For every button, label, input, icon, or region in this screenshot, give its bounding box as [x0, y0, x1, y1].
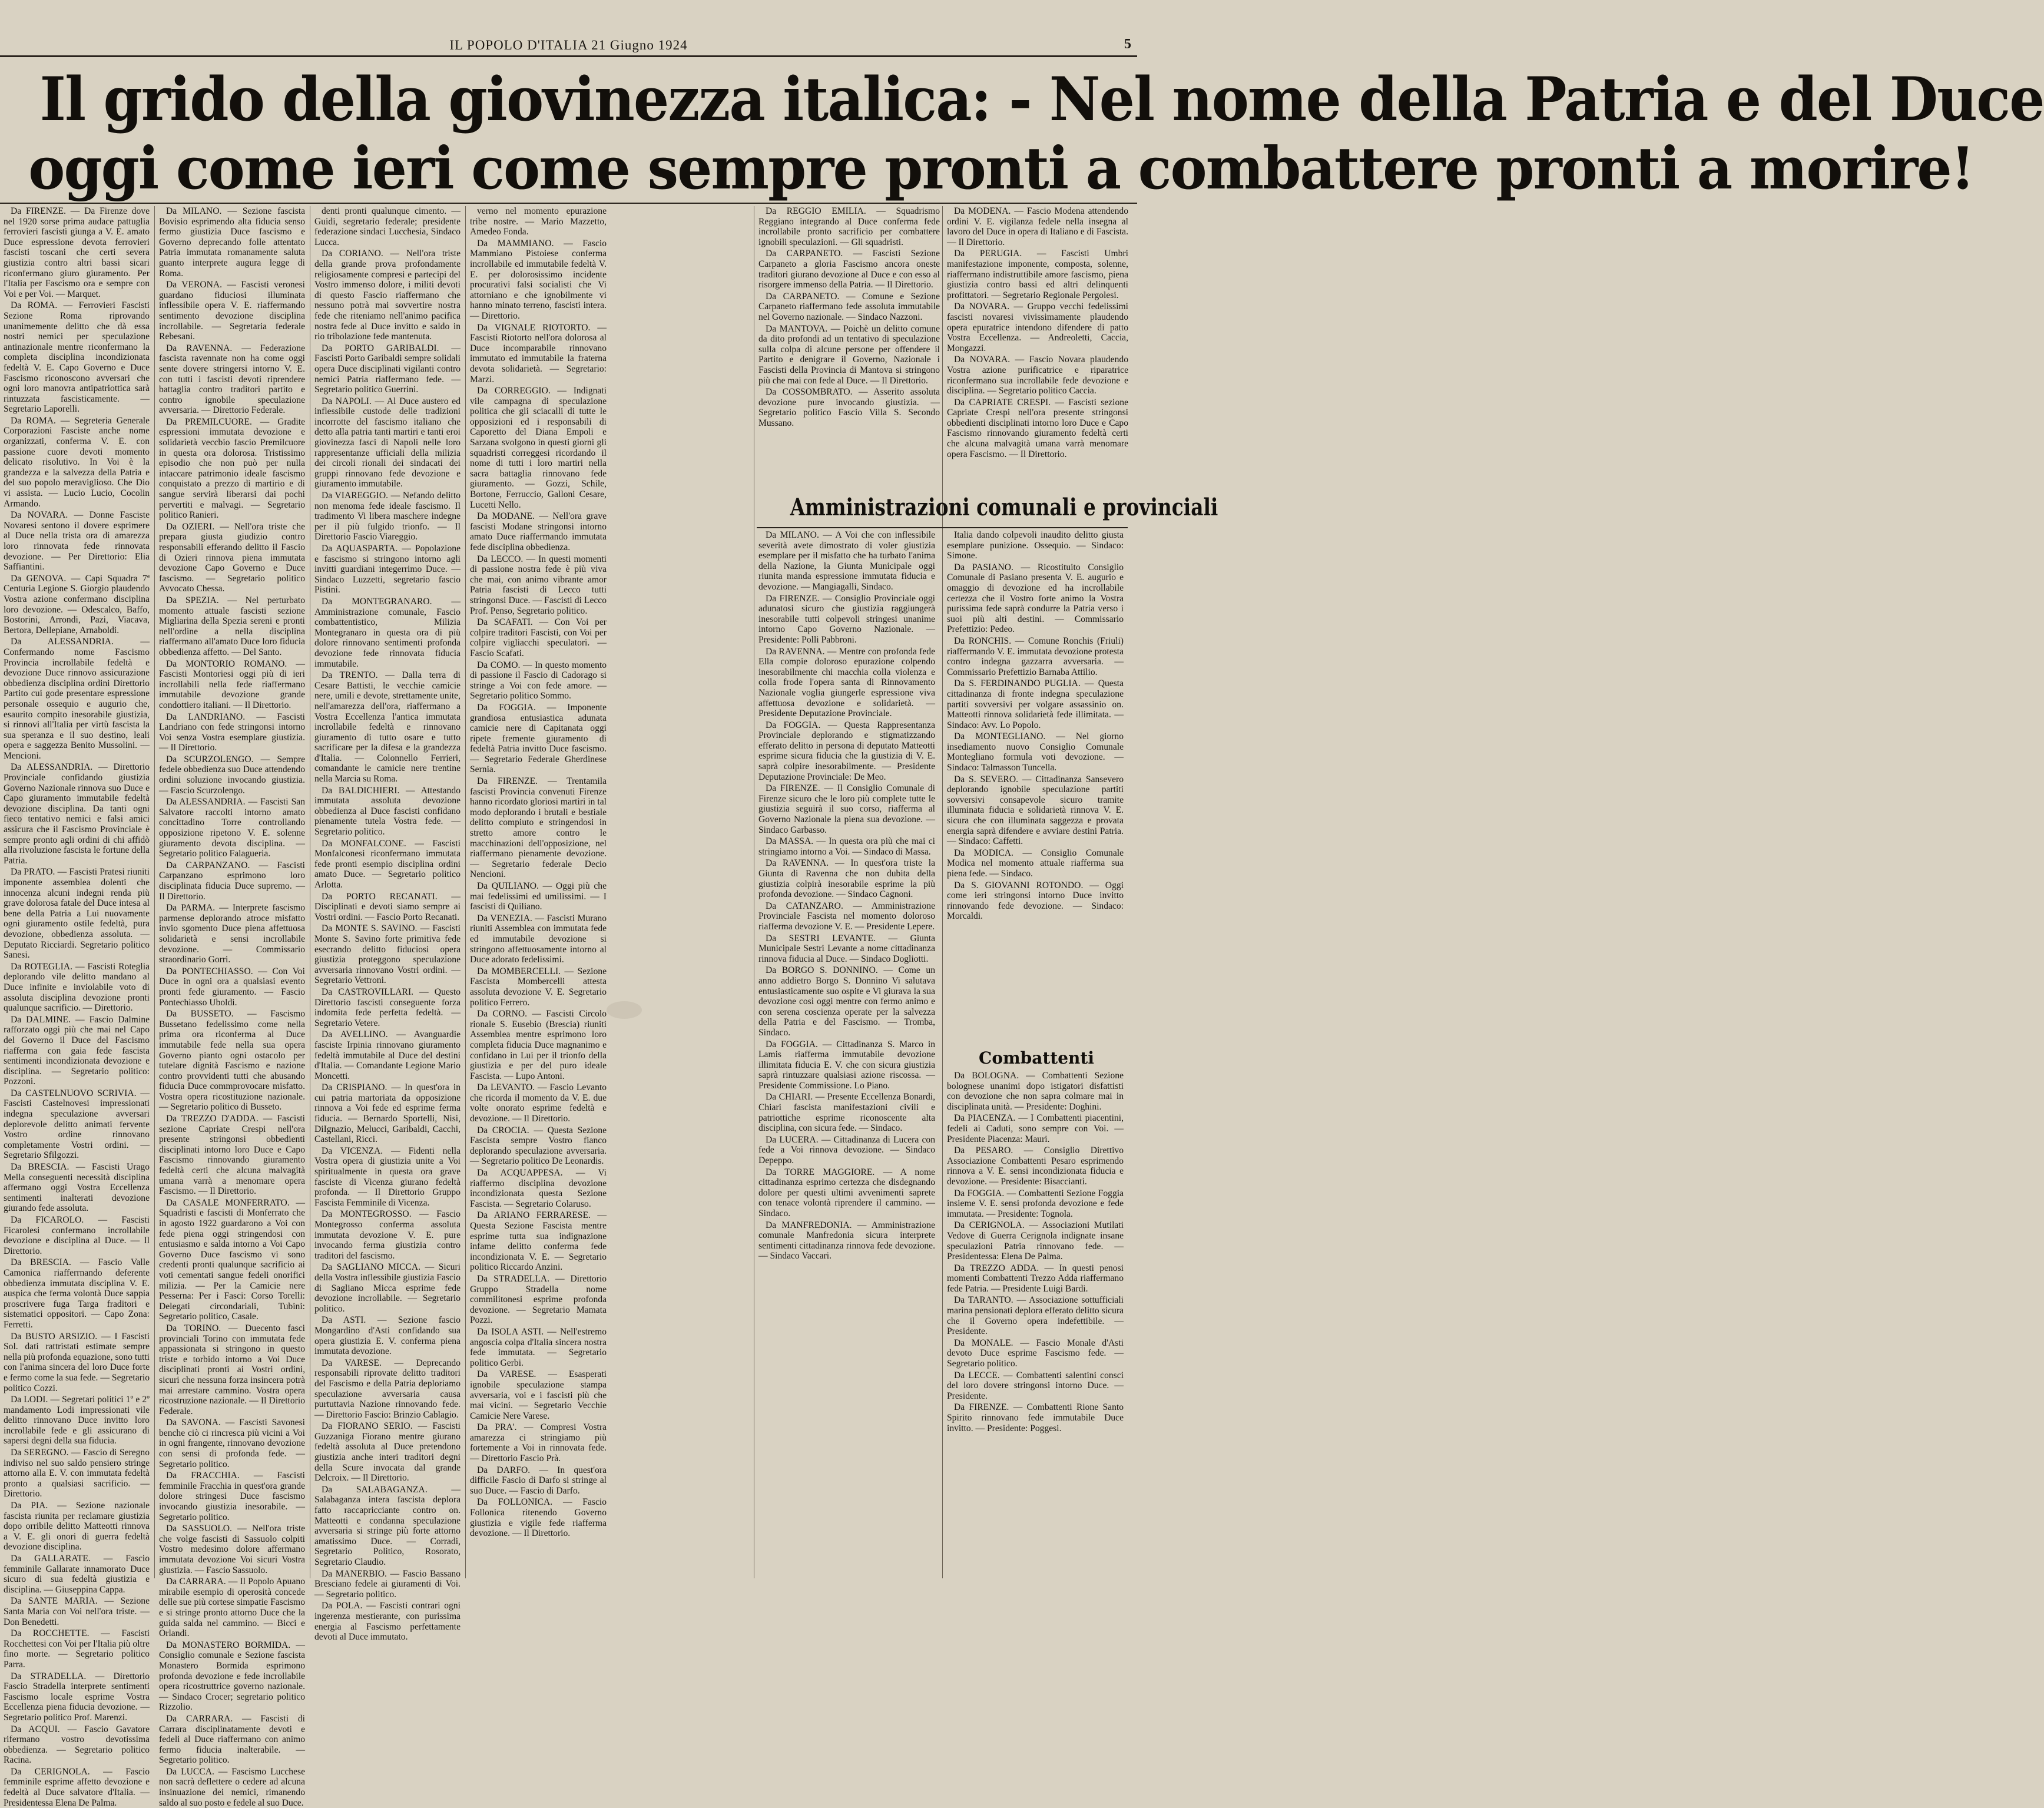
dispatch-paragraph: Da PRATO. — Fascisti Pratesi riuniti imponente assemblea dolenti che innocenza alcuni indegni renda più grave dolorosa fatale del Duce intesa al bene della Patria a Lui nuovamente ogni giuramento ostile fedeltà, pura devozione, obbedienza assoluta. — Deputato Ricciardi. Segretario politico Sanesi.	[4, 867, 150, 961]
dispatch-paragraph: Da SCAFATI. — Con Voi per colpire traditori Fascisti, con Voi per colpire vigliacchi speculatori. — Fascio Scafati.	[470, 617, 607, 658]
dispatch-paragraph: Da ROMA. — Ferrovieri Fascisti Sezione Roma riprovando unanimemente delitto che dà essa nostri nemici per speculazione antinazionale mentre riconfermano la completa disciplina incondizionata fedeltà V. E. Capo Governo e Duce Fascismo riconoscono avversari che ogni loro manovra antipatriottica sarà rintuzzata fascisticamente. — Segretario Laporelli.	[4, 300, 150, 415]
dispatch-paragraph: Da SASSUOLO. — Nell'ora triste che volge fascisti di Sassuolo colpiti Vostro medesimo dolore affermano immutata devozione Voi sicuri Vostra giustizia. — Fascio Sassuolo.	[159, 1524, 305, 1575]
dispatch-paragraph: Da LECCE. — Combattenti salentini consci del loro dovere stringonsi intorno Duce. — Presidente.	[947, 1370, 1124, 1401]
dispatch-paragraph: Da NOVARA. — Gruppo vecchi fedelissimi fascisti novaresi vivissimamente plaudendo opera epuratrice intendono difendere di patto Vostra Eccellenza. — Andreoletti, Caccia, Mongazzi.	[947, 302, 1128, 353]
dispatch-paragraph: Da BRESCIA. — Fascisti Urago Mella conseguenti necessità disciplina affermano oggi Vostra Eccellenza sentimenti inalterati devozione giurando fede assoluta.	[4, 1162, 150, 1214]
dispatch-paragraph: Da ARIANO FERRARESE. — Questa Sezione Fascista mentre esprime tutta sua indignazione infame delitto conferma fede incondizionata V. E. — Segretario politico Riccardo Anzini.	[470, 1210, 607, 1273]
dispatch-paragraph: Da MONFALCONE. — Fascisti Monfalconesi riconfermano immutata fede pronti esempio disciplina ordini amato Duce. — Segretario politico Arlotta.	[314, 838, 461, 890]
dispatch-paragraph: Da ROCCHETTE. — Fascisti Rocchettesi con Voi per l'Italia più oltre fino morte. — Segretario politico Parra.	[4, 1628, 150, 1670]
dispatch-paragraph: Da CASTROVILLARI. — Questo Direttorio fascisti conseguente forza indomita fede perfetta fedeltà. — Segretario Vetere.	[314, 986, 461, 1028]
dispatch-paragraph: Da MOMBERCELLI. — Sezione Fascista Mombercelli attesta assoluta devozione V. E. Segretario politico Ferrero.	[470, 966, 607, 1008]
dispatch-paragraph: Da ACQUAPPESA. — Vi riaffermo disciplina devozione incondizionata questa Sezione Fascista. — Segretario Colaruso.	[470, 1168, 607, 1209]
dispatch-paragraph: Da COMO. — In questo momento di passione il Fascio di Cadorago si stringe a Voi con fede amore. — Segretario politico Sommo.	[470, 660, 607, 701]
dispatch-paragraph: Da ALESSANDRIA. — Fascisti San Salvatore raccolti intorno amato concittadino Torre controllando opposizione ripetono V. E. solenne giuramento devota disciplina. — Segretario politico Falagueria.	[159, 797, 305, 859]
dispatch-paragraph: Da MANERBIO. — Fascio Bassano Bresciano fedele ai giuramenti di Voi. — Segretario politico.	[314, 1568, 461, 1600]
dispatch-paragraph: Da CARPANZANO. — Fascisti Carpanzano esprimono loro disciplinata fiducia Duce supremo. — Il Direttorio.	[159, 860, 305, 902]
dispatch-paragraph: Da MANFREDONIA. — Amministrazione comunale Manfredonia sicura interprete sentimenti cittadinanza rinnova fede devozione. — Sindaco Vaccari.	[758, 1220, 935, 1261]
dispatch-paragraph: Da CASTELNUOVO SCRIVIA. — Fascisti Castelnovesi impressionati indegna speculazione avversari deplorevole delitto animati fervente Vostro ordine rinnovano completamente Vostri ordini. — Segretario Sfilgozzi.	[4, 1088, 150, 1161]
dispatch-paragraph: Da MILANO. — A Voi che con inflessibile severità avete dimostrato di voler giustizia esemplare per il misfatto che ha turbato l'anima della Nazione, la Giunta Municipale oggi riunita manda espressione immutata fiducia e devozione. — Mangiagalli, Sindaco.	[758, 530, 935, 592]
dispatch-paragraph: Da BUSTO ARSIZIO. — I Fascisti Sol. dati rattristati estimate sempre nella più profonda equazione, sono tutti con l'anima sincera del loro Duce forte e fermo come la sua fede. — Segretario politico Cozzi.	[4, 1331, 150, 1393]
dispatch-paragraph: Da TORINO. — Duecento fasci provinciali Torino con immutata fede appassionata si stringono in questo triste e torbido intorno a Voi Duce disciplinati pronti ai Vostri ordini, sicuri che nessuna forza insincera potrà mai arrestare cammino. Vostra opera ricostruzione nazionale. — Il Direttorio Federale.	[159, 1323, 305, 1416]
dispatch-paragraph: Da CHIARI. — Presente Eccellenza Bonardi, Chiari fascista manifestazioni civili e patriottiche esprime riconoscente alta disciplina, con sicura fede. — Sindaco.	[758, 1092, 935, 1134]
dispatch-paragraph: Da VIAREGGIO. — Nefando delitto non menoma fede ideale fascismo. Il tradimento Vi libera maschere indegne per il più fulgido trionfo. — Il Direttorio Fascio Viareggio.	[314, 491, 461, 542]
dispatch-paragraph: Da RAVENNA. — Mentre con profonda fede Ella compie doloroso epurazione colpendo inesorabilmente chi macchia colla violenza e colla frode l'opera santa di Rinnovamento Nazionale voglia giungerle espressione viva affettuosa devozione e solidarietà. — Presidente Deputazione Provinciale.	[758, 646, 935, 719]
dispatch-paragraph: Da CERIGNOLA. — Associazioni Mutilati Vedove di Guerra Cerignola indignate insane speculazioni Patria rinnovano fede. — Presidentessa: Elena De Palma.	[947, 1220, 1124, 1262]
dispatch-paragraph: Da CRISPIANO. — In quest'ora in cui patria martoriata da opposizione rinnova a Voi fede ed esprime ferma fiducia. — Bernardo Sportelli, Nisi, DiIgnazio, Melucci, Garibaldi, Cacchi, Castellani, Ricci.	[314, 1082, 461, 1145]
dispatch-paragraph: Da S. FERDINANDO PUGLIA. — Questa cittadinanza di fronte indegna speculazione partiti sovversivi per volgare assassinio on. Matteotti rinnova solidarietà fede illimitata. — Sindaco: Avv. Lo Popolo.	[947, 678, 1124, 730]
dispatch-paragraph: Da FOLLONICA. — Fascio Follonica ritenendo Governo giustizia e vigile fede riafferma devozione. — Il Direttorio.	[470, 1497, 607, 1539]
dispatch-paragraph: Da RAVENNA. — Federazione fascista ravennate non ha come oggi sente dovere stringersi intorno V. E. con tutti i fascisti devoti riprendere battaglia contro traditori partito e contro ignobile speculazione avversaria. — Direttorio Federale.	[159, 343, 305, 416]
dispatch-paragraph: Da ASTI. — Sezione fascio Mongardino d'Asti confidando sua opera giustizia E. V. conferma piena immutata devozione.	[314, 1315, 461, 1357]
dispatch-paragraph: verno nel momento epurazione tribe nostre. — Mario Mazzetto, Amedeo Fonda.	[470, 206, 607, 237]
dispatch-paragraph: Da MONTEGRANARO. — Amministrazione comunale, Fascio combattentistico, Milizia Montegranaro in questa ora di più dolore rinnovano sentimenti profonda devozione fede rinnovata fiducia immutabile.	[314, 596, 461, 669]
dispatch-paragraph: Da LODI. — Segretari politici 1º e 2º mandamento Lodi impressionati vile delitto rinnovano Duce invitto loro incrollabile fede e gli assicurano di sapersi degni della sua fiducia.	[4, 1395, 150, 1446]
dispatch-paragraph: Da ACQUI. — Fascio Gavatore rifermano vostro devotissima obbedienza. — Segretario politico Racina.	[4, 1724, 150, 1766]
dispatch-paragraph: Da REGGIO EMILIA. — Squadrismo Reggiano integrando al Duce conferma fede incrollabile pronto sacrificio per combattere ignobili speculazioni. — Gli squadristi.	[758, 206, 940, 247]
dispatch-paragraph: Da RAVENNA. — In quest'ora triste la Giunta di Ravenna che non dubita della giustizia colpirà inesorabile esprime la più profonda devozione. — Sindaco Cagnoni.	[758, 858, 935, 900]
dispatch-paragraph: Da SPEZIA. — Nel perturbato momento attuale fascisti sezione Migliarina della Spezia sereni e pronti nell'ordine a nella disciplina riaffermano all'amato Duce loro fiducia obbedienza affetto. — Del Santo.	[159, 595, 305, 657]
dispatch-paragraph: Da NOVARA. — Donne Fasciste Novaresi sentono il dovere esprimere al Duce nella trista ora di amarezza loro rinnovata fede rinnovata devozione. — Per Direttorio: Elia Saffiantini.	[4, 510, 150, 572]
dispatch-paragraph: Da POLA. — Fascisti contrari ogni ingerenza mestierante, con purissima energia al Fascismo perfettamente devoti al Duce immutato.	[314, 1601, 461, 1643]
headline-line-2: oggi come ieri come sempre pronti a combattere pronti a morire!	[28, 135, 1974, 203]
dispatch-paragraph: Da PESARO. — Consiglio Direttivo Associazione Combattenti Pesaro esprimendo rinnova a V. E. sensi incondizionata fiducia e devozione. — Presidente: Bisaccianti.	[947, 1145, 1124, 1187]
page-number: 5	[1124, 37, 1131, 52]
dispatch-paragraph: Da VIGNALE RIOTORTO. — Fascisti Riotorto nell'ora dolorosa al Duce incomparabile rinnovano immutato ed immutabile la fraterna devota solidarietà. — Segretario: Marzi.	[470, 322, 607, 385]
admin-section-title: Amministrazioni comunali e provinciali	[790, 494, 1218, 521]
column-3	[314, 206, 461, 1643]
admin-column-left	[758, 530, 935, 1578]
dispatch-paragraph: Da CORNO. — Fascisti Circolo rionale S. Eusebio (Brescia) riuniti Assemblea mentre esprimono loro completa fiducia Duce magnanimo e confidano in Lui per il trionfo della giustizia e per del puro ideale Fascista. — Lupo Antoni.	[470, 1009, 607, 1081]
column-5-top	[758, 206, 940, 486]
dispatch-paragraph: Da FOGGIA. — Combattenti Sezione Foggia insieme V. E. sensi profonda devozione e fede immutata. — Presidente: Tognola.	[947, 1188, 1124, 1219]
dispatch-paragraph: Da FIORANO SERIO. — Fascisti Guzzaniga Fiorano mentre giurano fedeltà assoluta al Duce pretendono giustizia anche interi traditori degni della Scure invocata dal grande Delcroix. — Il Direttorio.	[314, 1421, 461, 1484]
dispatch-paragraph: Da S. SEVERO. — Cittadinanza Sansevero deplorando ignobile speculazione partiti sovversivi consapevole sicuro tramite illuminata fiducia e solidarietà rinnova V. E. sicura che con illuminata saggezza e provata energia saprà difendere e avviare destini Patria. — Sindaco: Caffetti.	[947, 774, 1124, 847]
dispatch-paragraph: Da MONTEGLIANO. — Nel giorno insediamento nuovo Consiglio Comunale Montegliano formula voti devozione. — Sindaco: Talmasson Tuncella.	[947, 731, 1124, 773]
dispatch-paragraph: Da STRADELLA. — Direttorio Gruppo Stradella nome commilitonesi esprime profonda devozione. — Segretario Mamata Pozzi.	[470, 1273, 607, 1326]
masthead-line: IL POPOLO D'ITALIA 21 Giugno 1924	[449, 38, 688, 52]
dispatch-paragraph: Da MONTE S. SAVINO. — Fascisti Monte S. Savino forte primitiva fede esecrando delitto fiduciosi opera giustizia proteggono speculazione avversaria rinnovano Vostri ordini. — Segretario Vettroni.	[314, 923, 461, 986]
dispatch-paragraph: Da MANTOVA. — Poichè un delitto comune da dito profondi ad un tentativo di speculazione sulla colpa di alcune persone per offendere il Partito e denigrare il Governo, Nazionale i Fascisti della Provincia di Mantova si stringono più che mai con fede al Duce. — Il Direttorio.	[758, 323, 940, 386]
dispatch-paragraph: Da FOGGIA. — Questa Rappresentanza Provinciale deplorando e stigmatizzando efferato delitto in persona di deputato Matteotti esprime sicura fiducia che la giustizia di V. E. saprà colpire inesorabilmente. — Presidente Deputazione Provinciale: De Meo.	[758, 720, 935, 782]
dispatch-paragraph: Da MONASTERO BORMIDA. — Consiglio comunale e Sezione fascista Monastero Bormida esprimono profonda devozione e fede incrollabile opera ricostruttrice governo nazionale. — Sindaco Crocer; segretario politico Rizzolio.	[159, 1640, 305, 1713]
dispatch-paragraph: Da FOGGIA. — Imponente grandiosa entusiastica adunata camicie nere di Capitanata oggi ripete fremente giuramento di fedeltà Patria invitto Duce fascismo. — Segretario Federale Gherdinese Sernia.	[470, 702, 607, 775]
dispatch-paragraph: Da PRA'. — Compresi Vostra amarezza ci stringiamo più fortemente a Voi in rinnovata fede. — Direttorio Fascio Prà.	[470, 1422, 607, 1464]
dispatch-paragraph: Da LECCO. — In questi momenti di passione nostra fede è più viva che mai, con animo vibrante amor Patria fascisti di Lecco tutti stringonsi Duce. — Fascisti di Lecco Prof. Penso, Segretario politico.	[470, 554, 607, 616]
dispatch-paragraph: Da MODANE. — Nell'ora grave fascisti Modane stringonsi intorno amato Duce riaffermando immutata fede disciplina obbedienza.	[470, 511, 607, 552]
dispatch-paragraph: Da PREMILCUORE. — Gradite espressioni immutata devozione e solidarietà veccbio fascio Premilcuore in questa ora dolorosa. Tristissimo episodio che non può per nulla intaccare patrimonio ideale fascismo conquistato a prezzo di martirio e di sangue servirà liberarsi dai pochi pervertiti e malvagi. — Segretario politico Ranieri.	[159, 416, 305, 521]
column-4	[470, 206, 751, 1578]
dispatch-paragraph: Da VENEZIA. — Fascisti Murano riuniti Assemblea con immutata fede ed immutabile devozione si stringono affettuosamente intorno al Duce adorato fedelissimi.	[470, 913, 607, 965]
dispatch-paragraph: Da VARESE. — Deprecando responsabili riprovate delitto traditori del Fascismo e della Patria deploriamo speculazione avversaria causa purtuttavia Nazione rinnovando fede. — Direttorio Fascio: Brinzio Cablagio.	[314, 1357, 461, 1420]
dispatch-paragraph: Da AVELLINO. — Avanguardie fasciste Irpinia rinnovano giuramento fedeltà immutabile al Duce del destini d'Italia. — Comandante Legione Mario Moncetti.	[314, 1029, 461, 1081]
dispatch-paragraph: Da BUSSETO. — Fascismo Bussetano fedelissimo come nella prima ora riconferma al Duce immutabile fede nella sua opera Governo pianto ogni ostacolo per tutelare dignità Fascismo e nazione contro provvidenti tutti che abusando fiducia Duce commprovocare misfatto. Vostra opera ricostituzione nazionale. — Segretario politico di Busseto.	[159, 1009, 305, 1112]
dispatch-paragraph: Da LUCERA. — Cittadinanza di Lucera con fede a Voi rinnova devozione. — Sindaco Depeppo.	[758, 1134, 935, 1166]
dispatch-paragraph: Da CARRARA. — Fascisti di Carrara disciplinatamente devoti e fedeli al Duce riaffermano con animo fermo fiducia inalterabile. — Segretario politico.	[159, 1713, 305, 1766]
dispatch-paragraph: Da ALESSANDRIA. — Confermando nome Fascismo Provincia incrollabile fedeltà e devozione Duce rinnovo assicurazione obbedienza disciplina ordini Direttorio Partito cui gode presentare espressione personale ossequio e augurio che, esaurito compito inesorabile giustizia, si rinnovi all'Italia per virtù fascista la sua speranza e il suo destino, leali opera e saggezza Benito Mussolini. — Mencioni.	[4, 637, 150, 761]
column-1	[4, 206, 150, 1808]
dispatch-paragraph: Da MONTEGROSSO. — Fascio Montegrosso conferma assoluta immutata devozione V. E. pure invocando ferma giustizia contro traditori del fascismo.	[314, 1209, 461, 1261]
dispatch-paragraph: Da PARMA. — Interprete fascismo parmense deplorando atroce misfatto invio sgomento Duce piena affettuosa solidarietà e sensi incrollabile devozione. — Commissario straordinario Gorri.	[159, 903, 305, 965]
dispatch-paragraph: Da DARFO. — In quest'ora difficile Fascio di Darfo si stringe al suo Duce. — Fascio di Darfo.	[470, 1465, 607, 1496]
dispatch-paragraph: Da MODICA. — Consiglio Comunale Modica nel momento attuale riafferma sua piena fede. — Sindaco.	[947, 847, 1124, 879]
dispatch-paragraph: Da SALABAGANZA. — Salabaganza intera fascista deplora fatto raccapricciante contro on. Matteotti e condanna speculazione avversaria si stringe più forte attorno amatissimo Duce. — Corradi, Segretario Politico, Rosorato, Segretario Claudio.	[314, 1484, 461, 1567]
ink-stain	[607, 1001, 642, 1019]
dispatch-paragraph: Da ALESSANDRIA. — Direttorio Provinciale confidando giustizia Governo Nazionale rinnova suo Duce e Capo giuramento immutabile fedeltà devozione disciplina. Da tanti ogni fieco tentativo nemici e falsi amici assicura che il Fascismo Provinciale è sempre pronto agli ordini di chi affidò alla rivoluzione fascista le fortune della Patria.	[4, 762, 150, 866]
dispatch-paragraph: Italia dando colpevoli inaudito delitto giusta esemplare punizione. Ossequio. — Sindaco: Simone.	[947, 530, 1124, 561]
dispatch-paragraph: Da S. GIOVANNI ROTONDO. — Oggi come ieri stringonsi intorno Duce invitto rinnovando fede devozione. — Sindaco: Morcaldi.	[947, 880, 1124, 922]
dispatch-paragraph: Da SAVONA. — Fascisti Savonesi benche ciò ci rincresca più vicini a Voi in ogni frangente, rinnovano devozione con sensi di profonda fede. — Segretario politico.	[159, 1418, 305, 1469]
dispatch-paragraph: Da TREZZO D'ADDA. — Fascisti sezione Capriate Crespi nell'ora presente stringonsi obbedienti disciplinati intorno loro Duce e Capo Fascismo rinnovando giuramento fedeltà certi che alcuna malvagità umana varrà a menomare opera Fascismo. — Il Direttorio.	[159, 1114, 305, 1197]
dispatch-paragraph: Da MASSA. — In questa ora più che mai ci stringiamo intorno a Voi. — Sindaco di Massa.	[758, 836, 935, 857]
headline-line-1: Il grido della giovinezza italica: - Nel nome della Patria e del Duce	[39, 64, 2044, 135]
dispatch-paragraph: Da FOGGIA. — Cittadinanza S. Marco in Lamis riafferma immutabile devozione illimitata fiducia E. V. che con sicura giustizia saprà rintuzzare qualsiasi azione riscossa. — Presidente Commissione. Lo Piano.	[758, 1039, 935, 1091]
dispatch-paragraph: Da FIRENZE. — Il Consiglio Comunale di Firenze sicuro che le loro più complete tutte le giustizia seguirà il suo corso, riafferma al Governo Nazionale la piena sua devozione. — Sindaco Garbasso.	[758, 783, 935, 835]
dispatch-paragraph: Da PERUGIA. — Fascisti Umbri manifestazione imponente, composta, solenne, riaffermano indistruttibile amore fascismo, piena giustizia contro bassi ed altri delinquenti profittatori. — Segretario Regionale Pergolesi.	[947, 249, 1128, 300]
dispatch-paragraph: Da BOLOGNA. — Combattenti Sezione bolognese unanimi dopo istigatori disfattisti con devozione che non sapra colmare mai in disciplinata unità. — Presidente: Doghini.	[947, 1071, 1124, 1112]
dispatch-paragraph: Da QUILIANO. — Oggi più che mai fedelissimi ed umilissimi. — I fascisti di Quiliano.	[470, 881, 607, 912]
dispatch-paragraph: Da MODENA. — Fascio Modena attendendo ordini V. E. vigilanza fedele nella insegna al lavoro del Duce in opera di Italiano e di Fascista. — Il Direttorio.	[947, 206, 1128, 247]
ink-stain	[6, 766, 24, 836]
dispatch-paragraph: Da CARPANETO. — Comune e Sezione Carpaneto riaffermano fede assoluta immutabile nel Governo nazionale. — Sindaco Nazzoni.	[758, 291, 940, 322]
dispatch-paragraph: Da MONTORIO ROMANO. — Fascisti Montoriesi oggi più di ieri incrollabili nella fede riaffermano immutabile devozione grande condottiero italiani. — Il Direttorio.	[159, 658, 305, 710]
dispatch-paragraph: Da FRACCHIA. — Fascisti femminile Fracchia in quest'ora grande dolore stringesi Duce fascismo invocando giustizia inesorabile. — Segretario politico.	[159, 1471, 305, 1522]
dispatch-paragraph: Da GENOVA. — Capi Squadra 7ª Centuria Legione S. Giorgio plaudendo Vostra azione confermano disciplina loro devozione. — Odescalco, Baffo, Bostorini, Arrondi, Pazi, Viacava, Bertora, Dellepiane, Arnaboldi.	[4, 573, 150, 635]
dispatch-paragraph: Da LANDRIANO. — Fascisti Landriano con fede stringonsi intorno Voi senza Vostra esemplare giustizia. — Il Direttorio.	[159, 711, 305, 753]
admin-column-right	[947, 530, 1124, 1042]
dispatch-paragraph: Da LEVANTO. — Fascio Levanto che ricorda il momento da V. E. due volte onorato esprime fedeltà e devozione. — Il Direttorio.	[470, 1082, 607, 1124]
dispatch-paragraph: Da TREZZO ADDA. — In questi penosi momenti Combattenti Trezzo Adda riaffermano fede Patria. — Presidente Luigi Bardi.	[947, 1263, 1124, 1294]
dispatch-paragraph: Da PIACENZA. — I Combattenti piacentini, fedeli ai Caduti, sono sempre con Voi. — Presidente Piacenza: Mauri.	[947, 1113, 1124, 1144]
admin-section-rule	[757, 527, 1128, 528]
dispatch-paragraph: Da SCURZOLENGO. — Sempre fedele obbedienza suo Duce attendendo ordini soluzione invocando giustizia. — Fascio Scurzolengo.	[159, 754, 305, 796]
dispatch-paragraph: Da NAPOLI. — Al Duce austero ed inflessibile custode delle tradizioni incorrotte del fascismo italiano che detto alla patria tanti martiri e tanti eroi giovinezza fasci di Napoli nelle loro rappresentanze ufficiali della milizia dei circoli rionali dei sindacati dei gruppi rinnovano fede devozione e giuramento immutabile.	[314, 396, 461, 489]
column-2	[159, 206, 305, 1808]
column-divider	[154, 206, 155, 1578]
dispatch-paragraph: Da VICENZA. — Fidenti nella Vostra opera di giustizia unite a Voi spiritualmente in questa ora grave fasciste di Vicenza giurano fedeltà profonda. — Il Direttorio Gruppo Fascista Femminile di Vicenza.	[314, 1145, 461, 1208]
dispatch-paragraph: Da CATANZARO. — Amministrazione Provinciale Fascista nel momento doloroso riafferma devozione V. E. — Presidente Lepere.	[758, 900, 935, 932]
dispatch-paragraph: Da FIRENZE. — Trentamila fascisti Provincia convenuti Firenze hanno ricordato gloriosi martiri in tal modo deplorando i brutali e bestiale delitto compiuto e stringendosi in stretto amore contro le macchinazioni dell'opposizione, nel riaffermano pienamente devozione. — Segretario federale Decio Nencioni.	[470, 776, 607, 880]
dispatch-paragraph: Da SAGLIANO MICCA. — Sicuri della Vostra inflessibile giustizia Fascio di Sagliano Micca esprime fede devozione incrollabile. — Segretario politico.	[314, 1262, 461, 1314]
dispatch-paragraph: Da STRADELLA. — Direttorio Fascio Stradella interprete sentimenti Fascismo locale esprime Vostra Eccellenza piena fiducia devozione. — Segretario politico Prof. Marenzi.	[4, 1671, 150, 1723]
dispatch-paragraph: Da BRESCIA. — Fascio Valle Camonica riafferrnando deferente obbedienza immutata disciplina V. E. auspica che ferma volontà Duce sappia proscrivere fuga Targa fraditori e sistematici oppositori. — Capo Zona: Ferretti.	[4, 1257, 150, 1330]
dispatch-paragraph: Da OZIERI. — Nell'ora triste che prepara giusta giudizio contro responsabili efferando delitto il Fascio di Ozieri rinnova piena immutata devozione Capo Governo e Duce fascismo. — Segretario politico Avvocato Chessa.	[159, 521, 305, 594]
dispatch-paragraph: Da PONTECHIASSO. — Con Voi Duce in ogni ora a qualsiasi evento pronti fede giuramento. — Fascio Pontechiasso Uboldi.	[159, 966, 305, 1008]
dispatch-paragraph: Da CERIGNOLA. — Fascio femminile esprime affetto devozione e fedeltà al Duce salvatore d'Italia. — Presidentessa Elena De Palma.	[4, 1766, 150, 1808]
dispatch-paragraph: denti pronti qualunque cimento. — Guidi, segretario federale; presidente federazione sindaci Lucchesia, Sindaco Lucca.	[314, 206, 461, 247]
dispatch-paragraph: Da TORRE MAGGIORE. — A nome cittadinanza esprimo certezza che disdegnando dolore per questi ultimi avvenimenti saprete con tenace volontà riprendere il cammino. — Sindaco.	[758, 1167, 935, 1218]
dispatch-paragraph: Da FIRENZE. — Da Firenze dove nel 1920 sorse prima audace pattuglia ferrovieri fascisti giunga a V. E. amato Duce espressione devota ferrovieri fascisti toscani che certi severa giustizia contro altri bassi sicari riconfermano giuro giuramento. Per l'Italia per Fascismo ora e sempre con Voi e per Voi. — Marquet.	[4, 206, 150, 299]
headline-rule	[0, 203, 1137, 204]
combattenti-section-title: Combattenti	[979, 1048, 1094, 1068]
dispatch-paragraph: Da SEREGNO. — Fascio di Seregno indiviso nel suo saldo pensiero stringe attorno alla E. V. con immutata fedeltà pronto a qualsiasi sacrificio. — Direttorio.	[4, 1448, 150, 1499]
dispatch-paragraph: Da CORIANO. — Nell'ora triste della grande prova profondamente religiosamente compresi e partecipi del Vostro immenso dolore, i militi devoti di questo Fascio riaffermano che nessuno potrà mai sovvertire nostra fede che riteniamo nell'animo pacifica nostra fede al Duce invitto e saldo in rio tribolazione fede mantenuta.	[314, 249, 461, 342]
dispatch-paragraph: Da PORTO RECANATI. — Disciplinati e devoti siamo sempre ai Vostri ordini. — Fascio Porto Recanati.	[314, 891, 461, 922]
dispatch-paragraph: Da CARPANETO. — Fascisti Sezione Carpaneto a gloria Fascismo ancora oneste traditori giurano devozione al Duce e con esso al risorgere immenso della Patria. — Il Direttorio.	[758, 249, 940, 290]
dispatch-paragraph: Da NOVARA. — Fascio Novara plaudendo Vostra azione purificatrice e riparatrice riconfermano sua incrollabile fede devozione e disciplina. — Segretario politico Caccia.	[947, 355, 1128, 396]
dispatch-paragraph: Da PORTO GARIBALDI. — Fascisti Porto Garibaldi sempre solidali opera Duce disciplinati vigilanti contro nemici Patria riaffermano fede. — Segretario politico Guerrini.	[314, 343, 461, 395]
dispatch-paragraph: Da MONALE. — Fascio Monale d'Asti devoto Duce esprime Fascismo fede. — Segretario politico.	[947, 1337, 1124, 1369]
dispatch-paragraph: Da CROCIA. — Questa Sezione Fascista sempre Vostro fianco deplorando speculazione avversaria. — Segretario politico De Leonardis.	[470, 1125, 607, 1167]
column-divider	[465, 206, 466, 1578]
dispatch-paragraph: Da BORGO S. DONNINO. — Come un anno addietro Borgo S. Donnino Vi salutava entusiasticamente suo ospite e Vi giurava la sua devozione così oggi mentre con fermo animo e con serena coscienza operate per la salvezza della Patria e del Fascismo. — Tromba, Sindaco.	[758, 965, 935, 1038]
dispatch-paragraph: Da LUCCA. — Fascismo Lucchese non sacrà deflettere o cedere ad alcuna insinuazione dei nemici, rimanendo saldo al suo posto e fedele al suo Duce.	[159, 1766, 305, 1808]
dispatch-paragraph: Da SANTE MARIA. — Sezione Santa Maria con Voi nell'ora triste. — Don Benedetti.	[4, 1596, 150, 1627]
dispatch-paragraph: Da DALMINE. — Fascio Dalmine rafforzato oggi più che mai nel Capo del Governo il Duce del Fascismo riafferma con gaia fede fascista sentimenti incondizionata devozione e disciplina. — Segretario politico: Pozzoni.	[4, 1014, 150, 1087]
dispatch-paragraph: Da AQUASPARTA. — Popolazione e fascismo si stringono intorno agli invitti guardiani integerrimo Duce. — Sindaco Luzzetti, segretario fascio Pistini.	[314, 544, 461, 595]
dispatch-paragraph: Da ROTEGLIA. — Fascisti Roteglia deplorando vile delitto mandano al Duce infinite e inviolabile voto di assoluta disciplina devozione pronti qualunque sacrificio. — Direttorio.	[4, 961, 150, 1014]
running-header	[0, 37, 1137, 57]
dispatch-paragraph: Da MAMMIANO. — Fascio Mammiano Pistoiese conferma incrollabile ed immutabile fedeltà V. E. per dolorosissimo incidente procurativi falsi socialisti che Vi attorniano e che ignobilmente vi hanno minato terreno, fascisti intera. — Direttorio.	[470, 238, 607, 321]
dispatch-paragraph: Da PIA. — Sezione nazionale fascista riunita per reclamare giustizia dopo orribile delitto Matteotti rinnova a V. E. gli onori di guerra fedeltà devozione disciplina.	[4, 1501, 150, 1552]
column-divider	[942, 206, 943, 1578]
dispatch-paragraph: Da BALDICHIERI. — Attestando immutata assoluta devozione obbedienza al Duce fascisti confidano pienamente tutela Vostra fede. — Segretario politico.	[314, 785, 461, 837]
dispatch-paragraph: Da PASIANO. — Ricostituito Consiglio Comunale di Pasiano presenta V. E. augurio e omaggio di devozione ed ha incrollabile certezza che il Vostro forte animo la Vostra purissima fede saprà condurre la Patria verso i suoi più alti destini. — Commissario Prefettizio: Pedeo.	[947, 562, 1124, 635]
dispatch-paragraph: Da TARANTO. — Associazione sottufficiali marina pensionati deplora efferato delitto sicura che il Governo opera indefettibile. — Presidente.	[947, 1295, 1124, 1337]
dispatch-paragraph: Da CASALE MONFERRATO. — Squadristi e fascisti di Monferrato che in agosto 1922 guardarono a Voi con fede piena oggi stringendosi con entusiasmo e salda intorno a Voi Capo Governo Duce fascismo vi sono credenti pronti qualunque sacrificio ai voti cementati sangue fedeli onorifici milizia. — Per la Camicie nere Pesserna: Per i Fasci: Corso Torelli: Delegati circondariali, Tubini: Segretario politico, Casale.	[159, 1197, 305, 1322]
dispatch-paragraph: Da ISOLA ASTI. — Nell'estremo angoscia colpa d'Italia sincera nostra fede immutata. — Segretario politico Gerbi.	[470, 1326, 607, 1368]
dispatch-paragraph: Da FIRENZE. — Combattenti Rione Santo Spirito rinnovano fede immutabile Duce invitto. — Presidente: Poggesi.	[947, 1402, 1124, 1433]
dispatch-paragraph: Da FICAROLO. — Fascisti Ficarolesi confermano incrollabile devozione e disciplina al Duce. — Il Direttorio.	[4, 1215, 150, 1256]
dispatch-paragraph: Da VERONA. — Fascisti veronesi guardano fiduciosi illuminata inflessibile opera V. E. riaffermando sentimento devozione disciplina incrollabile. — Segretaria federale Rebesani.	[159, 280, 305, 342]
dispatch-paragraph: Da RONCHIS. — Comune Ronchis (Friuli) riaffermando V. E. immutata devozione protesta contro indegna gazzarra avversaria. — Commissario Prefettizio Barnaba Attilio.	[947, 635, 1124, 677]
dispatch-paragraph: Da TRENTO. — Dalla terra di Cesare Battisti, le vecchie camicie nere, umili e devote, strettamente unite, nell'amarezza dell'ora, riaffermano a Vostra Eccellenza l'antica immutata incrollabile fedeltà e rinnovano giuramento di tutto osare e tutto sacrificare per la difesa e la grandezza d'Italia. — Colonnello Ferrieri, comandante le camicie nere trentine nella Marcia su Roma.	[314, 670, 461, 784]
dispatch-paragraph: Da CARRARA. — Il Popolo Apuano mirabile esempio di operosità concede delle sue più cortese simpatie Fascismo e si stringe pronto attorno Duce che la guida salda nel cammino. — Bicci e Orlandi.	[159, 1577, 305, 1639]
dispatch-paragraph: Da ROMA. — Segreteria Generale Corporazioni Fasciste anche nome organizzati, conferma V. E. con passione cuore devoti momento delicato risolutivo. In Voi è la grandezza e la salvezza della Patria e del suo popolo meraviglioso. Che Dio vi assista. — Lucio Lucio, Cocolin Armando.	[4, 415, 150, 509]
dispatch-paragraph: Da CORREGGIO. — Indignati vile campagna di speculazione politica che gli sciacalli di tutte le opposizioni ed i responsabili di Caporetto del Diana Empoli e Sarzana svolgono in questi giorni gli squadristi correggesi ricordando il nome di tutti i loro martiri nella sacra battaglia rinnovano fede giuramento. — Gozzi, Schile, Bortone, Ferruccio, Galloni Cesare, Lucetti Nello.	[470, 386, 607, 510]
dispatch-paragraph: Da CAPRIATE CRESPI. — Fascisti sezione Capriate Crespi nell'ora presente stringonsi obbedienti disciplinati intorno loro Duce e Capo Fascismo rinnovando giuramento fedeltà certi che alcuna malvagità umana varrà menomare opera Fascismo. — Il Direttorio.	[947, 397, 1128, 459]
combattenti-column	[947, 1071, 1124, 1577]
dispatch-paragraph: Da VARESE. — Esasperati ignobile speculazione stampa avversaria, voi e i fascisti più che mai vicini. — Segretario Vecchie Camicie Nere Varese.	[470, 1369, 607, 1421]
dispatch-paragraph: Da MILANO. — Sezione fascista Bovisio esprimendo alta fiducia senso fermo giustizia Duce fascismo e Governo deprecando folle attentato Patria immutata romanamente saluta guanto interprete augura legge di Roma.	[159, 206, 305, 279]
dispatch-paragraph: Da SESTRI LEVANTE. — Giunta Municipale Sestri Levante a nome cittadinanza rinnova fiducia al Duce. — Sindaco Dogliotti.	[758, 933, 935, 964]
dispatch-paragraph: Da FIRENZE. — Consiglio Provinciale oggi adunatosi sicuro che giustizia raggiungerà inesorabile tutti colpevoli stringesi unanime intorno Capo Governo Nazionale. — Presidente: Polli Pabbroni.	[758, 593, 935, 645]
dispatch-paragraph: Da GALLARATE. — Fascio femminile Gallarate innamorato Duce sicuro di sua fedeltà giustizia e disciplina. — Giuseppina Cappa.	[4, 1554, 150, 1595]
column-6-top	[947, 206, 1128, 486]
dispatch-paragraph: Da COSSOMBRATO. — Asserito assoluta devozione pure invocando giustizia. — Segretario politico Fascio Villa S. Secondo Mussano.	[758, 387, 940, 428]
